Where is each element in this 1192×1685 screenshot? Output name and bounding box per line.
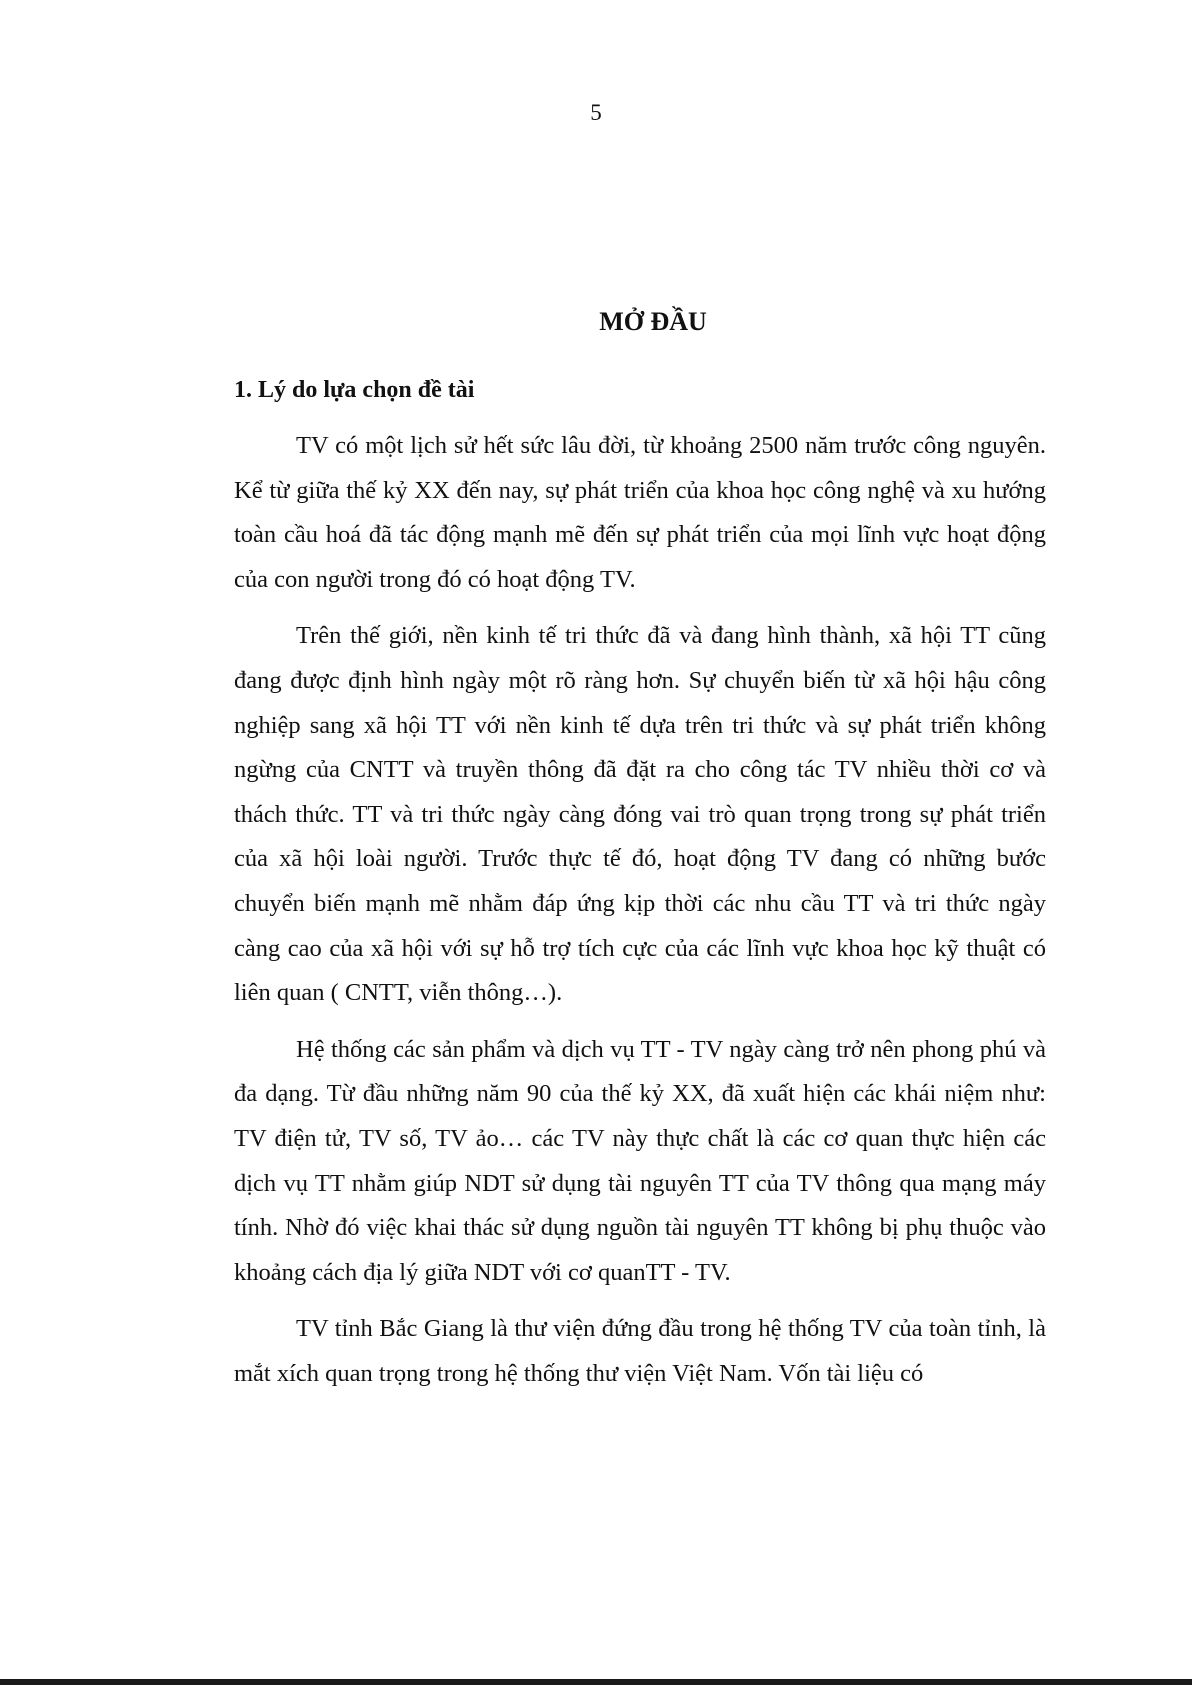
page-number: 5 <box>590 100 602 125</box>
bottom-border <box>0 1679 1192 1685</box>
paragraph-1: TV có một lịch sử hết sức lâu đời, từ khoảng 2500 năm trước công nguyên. Kể từ giữa thế kỷ XX đến nay, sự phát triển của khoa học công nghệ và xu hướng toàn cầu hoá đã tác động mạnh mẽ đến sự phát triển của mọi lĩnh vực hoạt động của con người trong đó có hoạt động TV. <box>234 432 1046 593</box>
page-content <box>234 302 1046 1396</box>
paragraph-3: Hệ thống các sản phẩm và dịch vụ TT - TV ngày càng trở nên phong phú và đa dạng. Từ đầu những năm 90 của thế kỷ XX, đã xuất hiện các khái niệm như: TV điện tử, TV số, TV ảo… các TV này thực chất là các cơ quan thực hiện các dịch vụ TT nhằm giúp NDT sử dụng tài nguyên TT của TV thông qua mạng máy tính. Nhờ đó việc khai thác sử dụng nguồn tài nguyên TT không bị phụ thuộc vào khoảng cách địa lý giữa NDT với cơ quanTT - TV. <box>234 1035 1046 1286</box>
paragraph-2: Trên thế giới, nền kinh tế tri thức đã và đang hình thành, xã hội TT cũng đang được định hình ngày một rõ ràng hơn. Sự chuyển biến từ xã hội hậu công nghiệp sang xã hội TT với nền kinh tế dựa trên tri thức và sự phát triển không ngừng của CNTT và truyền thông đã đặt ra cho công tác TV nhiều thời cơ và thách thức. TT và tri thức ngày càng đóng vai trò quan trọng trong sự phát triển của xã hội loài người. Trước thực tế đó, hoạt động TV đang có những bước chuyển biến mạnh mẽ nhằm đáp ứng kịp thời các nhu cầu TT và tri thức ngày càng cao của xã hội với sự hỗ trợ tích cực của các lĩnh vực khoa học kỹ thuật có liên quan ( CNTT, viễn thông…). <box>234 622 1046 1007</box>
paragraph-4: TV tỉnh Bắc Giang là thư viện đứng đầu trong hệ thống TV của toàn tỉnh, là mắt xích quan trọng trong hệ thống thư viện Việt Nam. Vốn tài liệu có <box>234 1315 1046 1387</box>
section-heading: 1. Lý do lựa chọn đề tài <box>234 377 475 403</box>
chapter-title: MỞ ĐẦU <box>599 307 707 336</box>
